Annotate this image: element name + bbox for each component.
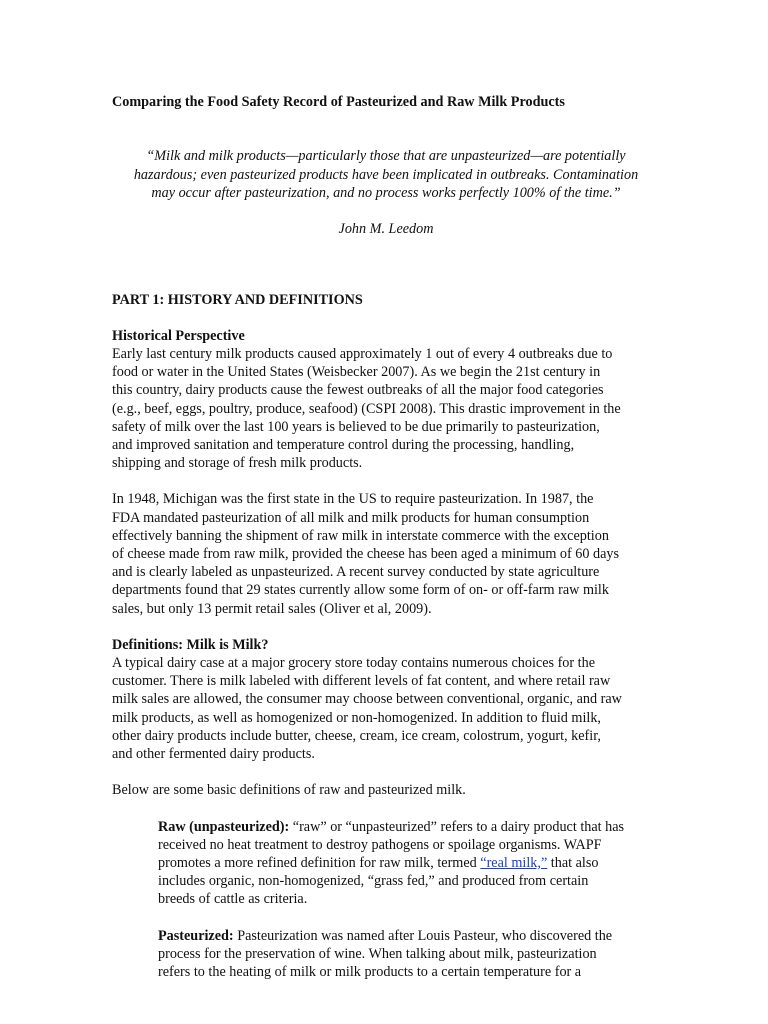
historical-perspective-heading: Historical Perspective <box>112 327 245 344</box>
definitions-heading: Definitions: Milk is Milk? <box>112 636 269 653</box>
epigraph-author: John M. Leedom <box>338 221 434 238</box>
definitions-paragraph-1: A typical dairy case at a major grocery store today contains numerous choices for the customer. There is milk labeled with different levels of fat content, and where retail raw milk sales are allowed, the consumer may choose between conventional, organic, and raw milk products, as well as homogenized or non-homogenized. In addition to fluid milk, other dairy products include butter, cheese, cream, ice cream, colostrum, yogurt, kefir, and other fermented dairy products. <box>112 655 622 763</box>
historical-paragraph-2: In 1948, Michigan was the first state in the US to require pasteurization. In 1987, the FDA mandated pasteurization of all milk and milk products for human consumption effectively banning the shipment of raw milk in interstate commerce with the exception of cheese made from raw milk, provided the cheese has been aged a minimum of 60 days and is clearly labeled as unpasteurized. A recent survey conducted by state agriculture departments found that 29 states currently allow some form of on- or off-farm raw milk sales, but only 13 permit retail sales (Oliver et al, 2009). <box>112 491 620 617</box>
pasteurized-definition-term: Pasteurized: <box>158 927 234 944</box>
raw-definition <box>158 818 660 909</box>
epigraph-quote: “Milk and milk products—particularly those that are unpasteurized—are potentially hazardous; even pasteurized products have been implicated in outbreaks. Contamination may occur after pasteurization, and no process works perfectly 100% of the time.” <box>133 148 639 201</box>
part1-heading: PART 1: HISTORY AND DEFINITIONS <box>112 291 363 308</box>
raw-definition-text-continued: that also includes organic, non-homogenized, “grass fed,” and produced from certain breeds of cattle as criteria. <box>158 854 599 908</box>
real-milk-link[interactable]: “real milk,” <box>480 854 548 871</box>
document-title: Comparing the Food Safety Record of Pasteurized and Raw Milk Products <box>112 94 565 110</box>
historical-paragraph-1: Early last century milk products caused approximately 1 out of every 4 outbreaks due to food or water in the United States (Weisbecker 2007). As we begin the 21st century in this country, dairy products cause the fewest outbreaks of all the major food categories (e.g., beef, eggs, poultry, produce, seafood) (CSPI 2008). This drastic improvement in the safety of milk over the last 100 years is believed to be due primarily to pasteurization, and improved sanitation and temperature control during the processing, handling, shipping and storage of fresh milk products. <box>112 346 621 472</box>
pasteurized-definition <box>158 927 660 982</box>
epigraph <box>112 129 660 256</box>
definitions-intro: Below are some basic definitions of raw and pasteurized milk. <box>112 782 466 799</box>
pasteurized-definition-text: Pasteurization was named after Louis Pasteur, who discovered the process for the preservation of wine. When talking about milk, pasteurization refers to the heating of milk or milk products to a certain temperature for a <box>158 927 613 980</box>
raw-definition-text: “raw” or “unpasteurized” refers to a dairy product that has received no heat treatment to destroy pathogens or spoilage organisms. WAPF promotes a more refined definition for raw milk, termed <box>158 818 625 871</box>
document-page <box>112 93 660 981</box>
raw-definition-term: Raw (unpasteurized): <box>158 818 290 835</box>
